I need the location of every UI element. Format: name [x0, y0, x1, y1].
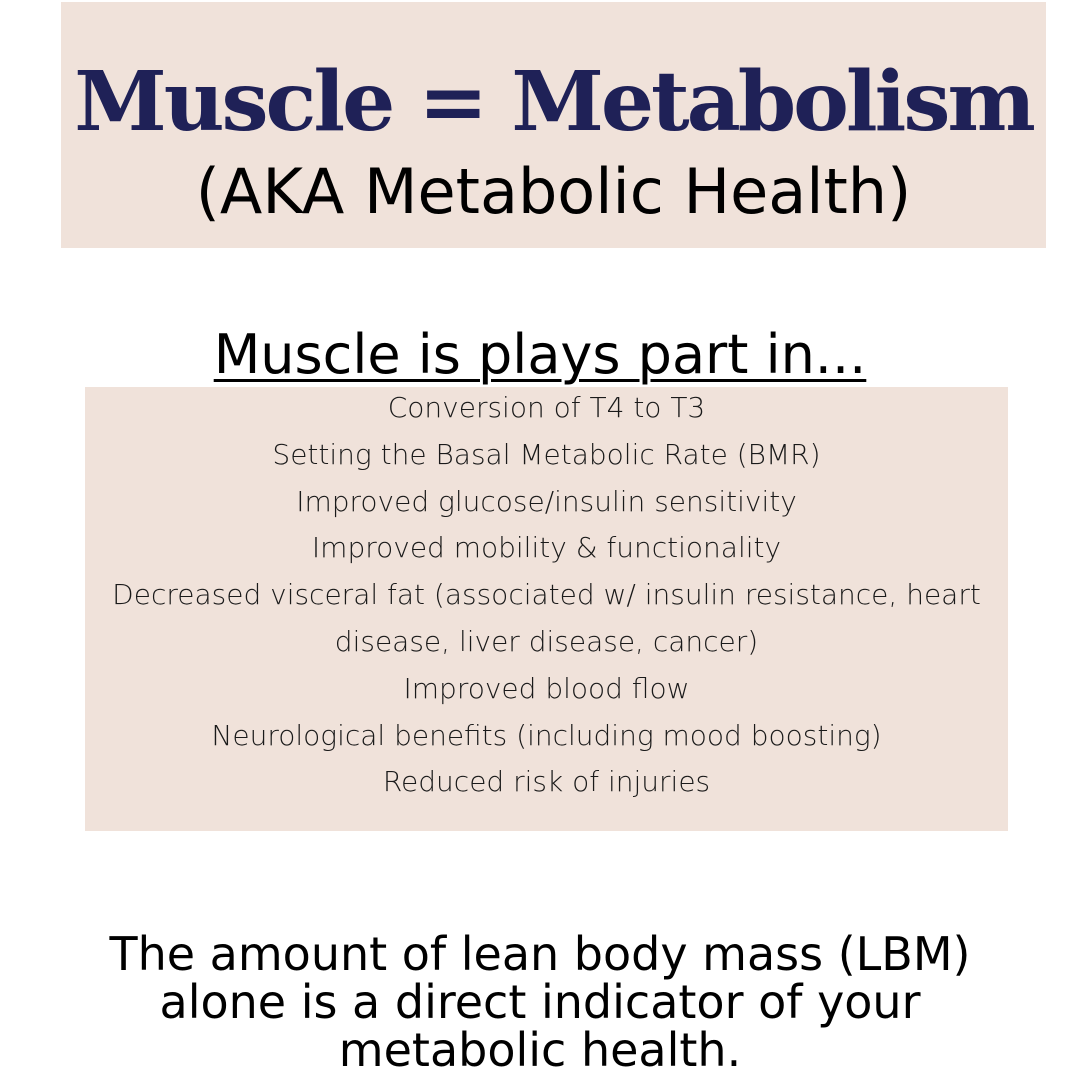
list-item: Neurological benefits (including mood boosting)	[211, 718, 882, 752]
list-item: Improved blood flow	[403, 671, 690, 705]
list-item: Decreased visceral fat (associated w/ insulin resistance, heart disease, liver disease, cancer)	[112, 578, 981, 658]
page-subtitle: (AKA Metabolic Health)	[195, 155, 912, 228]
list-item: Reduced risk of injuries	[382, 765, 711, 799]
footer-statement: The amount of lean body mass (LBM) alone is a direct indicator of your metabolic health.	[109, 927, 971, 1077]
section-heading: Muscle is plays part in...	[213, 323, 867, 386]
benefits-list	[85, 385, 1008, 806]
list-item: Improved glucose/insulin sensitivity	[296, 484, 797, 518]
page-title: Muscle = Metabolism	[74, 54, 1033, 150]
list-item: Improved mobility & functionality	[311, 531, 782, 565]
list-item: Conversion of T4 to T3	[387, 391, 706, 424]
list-item: Setting the Basal Metabolic Rate (BMR)	[272, 437, 821, 471]
